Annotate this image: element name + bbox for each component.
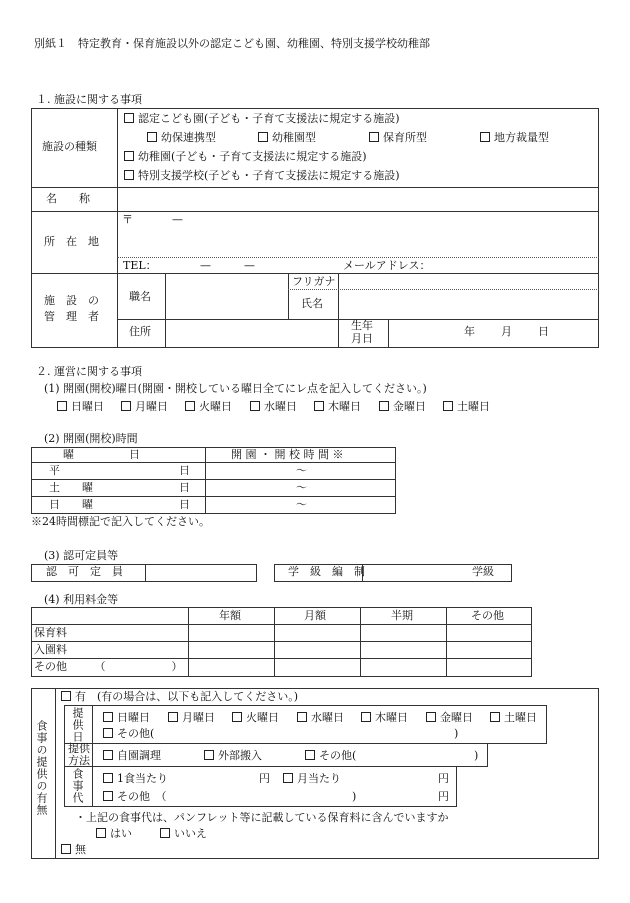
- checkbox[interactable]: [103, 750, 113, 760]
- meal-day-wed[interactable]: 水曜日: [297, 711, 344, 725]
- meal-days-label: 提供日: [71, 707, 84, 743]
- birth-label-2: 月日: [351, 332, 373, 345]
- tel-dash-1: —: [200, 259, 211, 272]
- fee-row-enrollment: 入園料: [34, 643, 67, 656]
- class-unit: 学級: [472, 565, 494, 578]
- fee-col-half: 半期: [391, 609, 413, 622]
- weekday-sun[interactable]: 日曜日: [57, 400, 104, 414]
- meal-cost-yen-3: 円: [438, 790, 449, 803]
- hours-row-saturday-sep[interactable]: ～: [296, 481, 307, 494]
- hours-row-weekday-sep[interactable]: ～: [296, 464, 307, 477]
- checkbox[interactable]: [103, 791, 113, 801]
- section2-heading: ２. 運営に関する事項: [36, 365, 142, 378]
- hours-col-time: 開 園 ・ 開 校 時 間 ※: [231, 448, 344, 461]
- hours-row-saturday: 土 曜: [49, 481, 93, 494]
- kind-sub-hoikusho[interactable]: 保育所型: [369, 131, 427, 145]
- checkbox[interactable]: [103, 728, 113, 738]
- kind-sub-yohorenkei[interactable]: 幼保連携型: [147, 131, 216, 145]
- checkbox[interactable]: [61, 844, 71, 854]
- meal-day-tue[interactable]: 火曜日: [232, 711, 279, 725]
- home-address-label: 住所: [129, 325, 151, 338]
- meal-cost-per-month[interactable]: 月当たり: [283, 772, 341, 786]
- meal-label: 食事の提供の有無: [35, 720, 48, 816]
- weekday-thu[interactable]: 木曜日: [314, 400, 361, 414]
- email-label: メールアドレス：: [343, 259, 431, 272]
- home-address-field[interactable]: [167, 321, 336, 345]
- tel-label: TEL：: [123, 259, 157, 272]
- meal-method-close: ): [474, 749, 479, 762]
- meal-cost-yen-2: 円: [438, 772, 449, 785]
- birth-day-unit: 日: [538, 325, 549, 338]
- checkbox[interactable]: [250, 401, 260, 411]
- checkbox[interactable]: [314, 401, 324, 411]
- facility-kind-label: 施設の種類: [42, 140, 97, 153]
- checkbox[interactable]: [443, 401, 453, 411]
- hours-note: ※24時間標記で記入してください。: [31, 515, 210, 528]
- job-title-field[interactable]: [167, 275, 286, 317]
- meal-day-thu[interactable]: 木曜日: [361, 711, 408, 725]
- document-title: 別紙１ 特定教育・保育施設以外の認定こども園、幼稚園、特別支援学校幼稚部: [34, 37, 430, 50]
- checkbox[interactable]: [480, 132, 490, 142]
- checkbox[interactable]: [361, 712, 371, 722]
- capacity-field[interactable]: [147, 565, 255, 581]
- section1-heading: １. 施設に関する事項: [36, 93, 142, 106]
- hours-row-weekday-day: 日: [179, 464, 190, 477]
- hours-row-weekday: 平: [49, 464, 60, 477]
- checkbox[interactable]: [204, 750, 214, 760]
- birth-month-unit: 月: [501, 325, 512, 338]
- manager-label-2: 管 理 者: [44, 310, 99, 323]
- checkbox[interactable]: [124, 151, 134, 161]
- hours-row-sunday-sep[interactable]: ～: [296, 498, 307, 511]
- checkbox[interactable]: [121, 401, 131, 411]
- checkbox[interactable]: [103, 773, 113, 783]
- fee-row-other: その他 （ ）: [34, 660, 183, 673]
- class-label: 学 級 編 制: [288, 565, 365, 578]
- weekday-fri[interactable]: 金曜日: [379, 400, 426, 414]
- checkbox[interactable]: [426, 712, 436, 722]
- kind-sub-chiho[interactable]: 地方裁量型: [480, 131, 549, 145]
- meal-method-label-2: 方法: [68, 754, 90, 767]
- checkbox[interactable]: [258, 132, 268, 142]
- meal-day-other-close: ): [454, 727, 459, 740]
- checkbox[interactable]: [160, 828, 170, 838]
- meal-yes-option[interactable]: 有 (有の場合は、以下も記入してください。): [61, 690, 298, 704]
- kind-sub-yochien[interactable]: 幼稚園型: [258, 131, 316, 145]
- checkbox[interactable]: [57, 401, 67, 411]
- birth-year-unit: 年: [464, 325, 475, 338]
- meal-no-option[interactable]: 無: [61, 843, 86, 857]
- meal-cost-other[interactable]: その他 （: [103, 790, 167, 804]
- q4-fees: (4) 利用料金等: [44, 593, 119, 606]
- meal-included-no[interactable]: いいえ: [160, 827, 207, 841]
- meal-cost-other-close: ): [352, 790, 357, 803]
- fee-col-year: 年額: [219, 609, 241, 622]
- checkbox[interactable]: [185, 401, 195, 411]
- checkbox[interactable]: [96, 828, 106, 838]
- meal-day-mon[interactable]: 月曜日: [168, 711, 215, 725]
- meal-cost-yen-1: 円: [259, 772, 270, 785]
- postal-dash: —: [172, 213, 183, 226]
- weekday-sat[interactable]: 土曜日: [443, 400, 490, 414]
- hours-row-sunday: 日 曜: [49, 498, 93, 511]
- meal-included-yes[interactable]: はい: [96, 827, 132, 841]
- hours-row-sunday-day: 日: [179, 498, 190, 511]
- checkbox[interactable]: [124, 113, 134, 123]
- meal-included-question: ・上記の食事代は、パンフレット等に記載している保育料に含んでいますか: [75, 811, 449, 824]
- weekday-mon[interactable]: 月曜日: [121, 400, 168, 414]
- meal-method-label-1: 提供: [68, 742, 90, 755]
- name-label: 名 称: [46, 192, 90, 205]
- checkbox[interactable]: [379, 401, 389, 411]
- address-field[interactable]: [119, 228, 597, 254]
- meal-cost-per-meal[interactable]: 1食当たり: [103, 772, 168, 786]
- meal-day-fri[interactable]: 金曜日: [426, 711, 473, 725]
- checkbox[interactable]: [305, 750, 315, 760]
- q2-open-hours: (2) 開園(開校)時間: [44, 432, 138, 445]
- checkbox[interactable]: [124, 170, 134, 180]
- manager-label-1: 施 設 の: [44, 294, 99, 307]
- checkbox[interactable]: [297, 712, 307, 722]
- job-title-label: 職名: [129, 290, 151, 303]
- weekday-wed[interactable]: 水曜日: [250, 400, 297, 414]
- weekday-tue[interactable]: 火曜日: [185, 400, 232, 414]
- checkbox[interactable]: [61, 691, 71, 701]
- birth-label-1: 生年: [351, 319, 373, 332]
- q1-open-days: (1) 開園(開校)曜日(開園・開校している曜日全てにレ点を記入してください。): [44, 382, 427, 395]
- fee-col-month: 月額: [304, 609, 326, 622]
- checkbox[interactable]: [369, 132, 379, 142]
- kind-option-yochien[interactable]: 幼稚園(子ども・子育て支援法に規定する施設): [124, 150, 367, 164]
- checkbox[interactable]: [232, 712, 242, 722]
- checkbox[interactable]: [168, 712, 178, 722]
- furigana-label: フリガナ: [292, 275, 336, 288]
- hours-col-day: 曜 日: [63, 448, 140, 461]
- tel-dash-2: —: [244, 259, 255, 272]
- fee-col-other: その他: [471, 609, 504, 622]
- checkbox[interactable]: [147, 132, 157, 142]
- checkbox[interactable]: [283, 773, 293, 783]
- capacity-label: 認 可 定 員: [46, 565, 123, 578]
- postal-mark: 〒: [122, 213, 133, 226]
- meal-method-self[interactable]: 自園調理: [103, 749, 161, 763]
- checkbox[interactable]: [103, 712, 113, 722]
- meal-method-other[interactable]: その他(: [305, 749, 356, 763]
- name-field[interactable]: [119, 189, 597, 209]
- meal-day-other[interactable]: その他(: [103, 727, 154, 741]
- kind-option-kodomoen[interactable]: 認定こども園(子ども・子育て支援法に規定する施設): [124, 112, 400, 126]
- fullname-field[interactable]: [340, 291, 597, 317]
- meal-day-sun[interactable]: 日曜日: [103, 711, 150, 725]
- q3-capacity: (3) 認可定員等: [44, 549, 119, 562]
- address-label: 所 在 地: [44, 235, 99, 248]
- checkbox[interactable]: [490, 712, 500, 722]
- fullname-label: 氏名: [301, 297, 323, 310]
- meal-day-sat[interactable]: 土曜日: [490, 711, 537, 725]
- hours-row-saturday-day: 日: [179, 481, 190, 494]
- meal-method-outside[interactable]: 外部搬入: [204, 749, 262, 763]
- fee-row-childcare: 保育料: [34, 626, 67, 639]
- kind-option-tokubetsu[interactable]: 特別支援学校(子ども・子育て支援法に規定する施設): [124, 169, 400, 183]
- meal-cost-label: 食事代: [71, 768, 84, 804]
